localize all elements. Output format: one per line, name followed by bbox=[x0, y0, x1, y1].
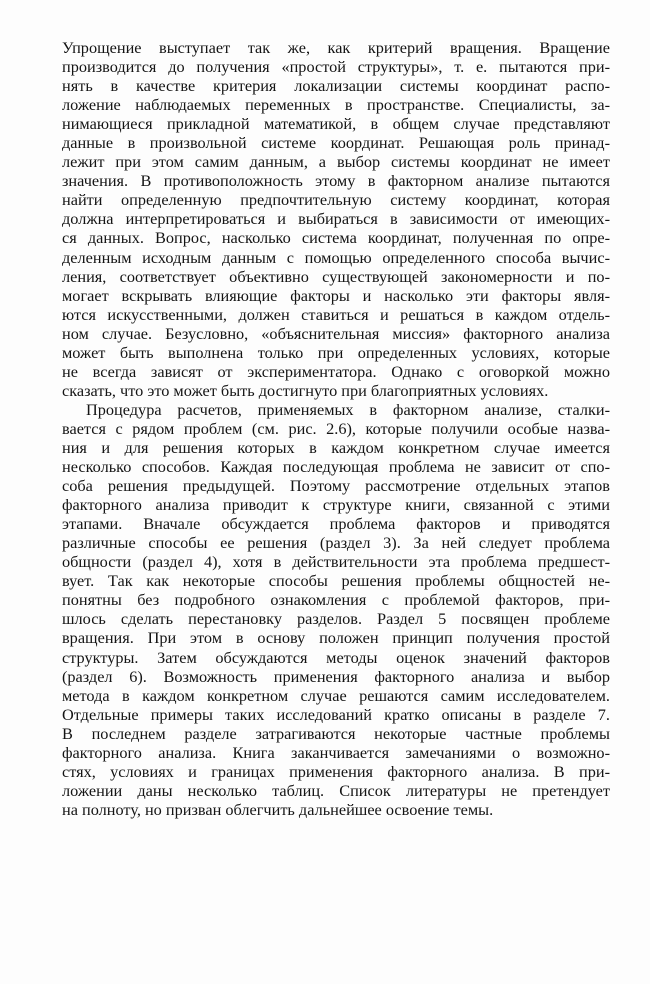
text-line: шлось сделать перестановку разделов. Раздел 5 посвящен проблеме bbox=[62, 609, 610, 629]
text-line: на полноту, но призван облегчить дальнейшее освоение темы. bbox=[62, 799, 494, 819]
text-line: общности (раздел 4), хотя в действительности эта проблема предшест- bbox=[62, 552, 610, 572]
text-line: деленным исходным данным с помощью определенного способа вычис- bbox=[62, 247, 610, 267]
paragraph-2 bbox=[62, 400, 610, 819]
text-line: Упрощение выступает так же, как критерий вращения. Вращение bbox=[62, 38, 610, 57]
text-line: значения. В противоположность этому в факторном анализе пытаются bbox=[62, 171, 610, 191]
text-line: метода в каждом конкретном случае решаются самим исследователем. bbox=[62, 685, 610, 705]
text-line: структуры. Затем обсуждаются методы оценок значений факторов bbox=[62, 647, 610, 667]
text-line: нимающиеся прикладной математикой, в общем случае представляют bbox=[62, 114, 610, 134]
text-line: несколько способов. Каждая последующая проблема не зависит от спо- bbox=[62, 457, 610, 477]
text-line: лежит при этом самим данным, а выбор системы координат не имеет bbox=[62, 152, 610, 172]
text-line: ются искусственными, должен ставиться и решаться в каждом отдель- bbox=[62, 304, 610, 324]
body-text bbox=[62, 38, 610, 819]
text-line: ления, соответствует объективно существующей закономерности и по- bbox=[62, 266, 610, 286]
text-line: могает вскрывать влияющие факторы и насколько эти факторы явля- bbox=[62, 285, 610, 305]
text-line: ложение наблюдаемых переменных в пространстве. Специалисты, за- bbox=[62, 95, 610, 115]
text-line: производится до получения «простой структуры», т. е. пытаются при- bbox=[62, 57, 610, 77]
text-line: Процедура расчетов, применяемых в факторном анализе, сталки- bbox=[86, 399, 610, 419]
text-line: может быть выполнена только при определенных условиях, которые bbox=[62, 342, 610, 362]
text-line: понятны без подробного ознакомления с проблемой факторов, при- bbox=[62, 590, 610, 610]
text-line: сказать, что это может быть достигнуто при благоприятных условиях. bbox=[62, 380, 549, 400]
text-line: Отдельные примеры таких исследований кратко описаны в разделе 7. bbox=[62, 704, 610, 724]
text-line: ложении даны несколько таблиц. Список литературы не претендует bbox=[62, 780, 610, 800]
text-line: должна интерпретироваться и выбираться в зависимости от имеющих- bbox=[62, 209, 610, 229]
text-line: данные в произвольной системе координат. Решающая роль принад- bbox=[62, 133, 610, 153]
text-line: различные способы ее решения (раздел 3). За ней следует проблема bbox=[62, 533, 610, 553]
text-line: факторного анализа. Книга заканчивается замечаниями о возможно- bbox=[62, 742, 610, 762]
text-line: вается с рядом проблем (см. рис. 2.6), которые получили особые назва- bbox=[62, 418, 610, 438]
text-line: вует. Так как некоторые способы решения проблемы общностей не- bbox=[62, 571, 610, 591]
text-line: ния и для решения которых в каждом конкретном случае имеется bbox=[62, 437, 610, 457]
text-line: В последнем разделе затрагиваются некоторые частные проблемы bbox=[62, 723, 610, 743]
text-line: соба решения предыдущей. Поэтому рассмотрение отдельных этапов bbox=[62, 476, 610, 496]
text-line: (раздел 6). Возможность применения факторного анализа и выбор bbox=[62, 666, 610, 686]
paragraph-1 bbox=[62, 38, 610, 400]
text-line: ся данных. Вопрос, насколько система координат, полученная по опре- bbox=[62, 228, 610, 248]
text-line: нять в качестве критерия локализации системы координат распо- bbox=[62, 76, 610, 96]
text-line: найти определенную предпочтительную систему координат, которая bbox=[62, 190, 610, 210]
text-line: факторного анализа приводит к структуре книги, связанной с этими bbox=[62, 495, 610, 515]
text-line: не всегда зависят от экспериментатора. Однако с оговоркой можно bbox=[62, 361, 610, 381]
text-line: ном случае. Безусловно, «объяснительная миссия» факторного анализа bbox=[62, 323, 610, 343]
text-line: вращения. При этом в основу положен принцип получения простой bbox=[62, 628, 610, 648]
text-line: стях, условиях и границах применения факторного анализа. В при- bbox=[62, 761, 610, 781]
text-line: этапами. Вначале обсуждается проблема факторов и приводятся bbox=[62, 514, 610, 534]
